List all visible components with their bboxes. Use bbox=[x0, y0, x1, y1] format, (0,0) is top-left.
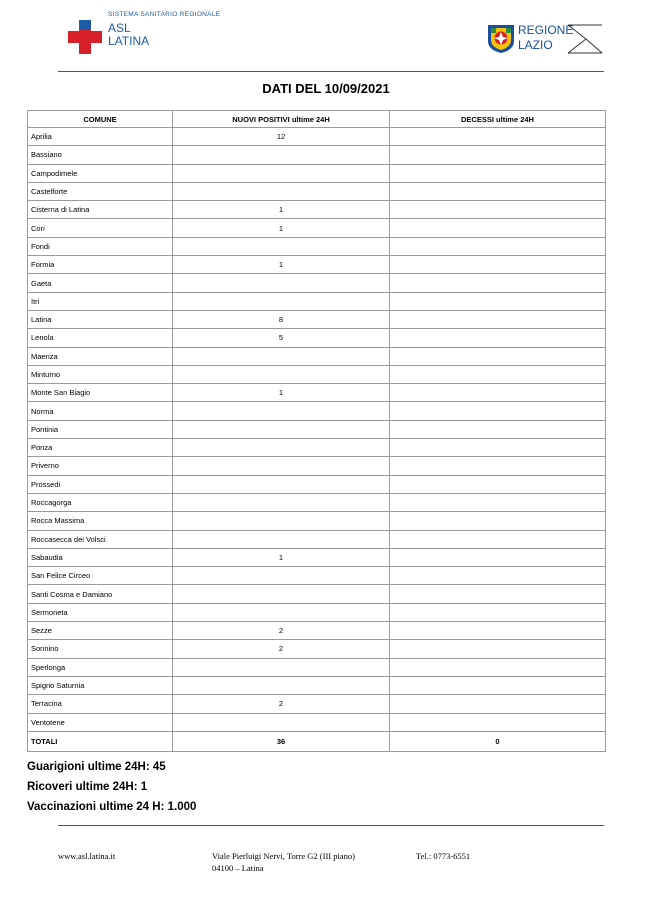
table-row bbox=[28, 128, 606, 146]
cell-nuovi-positivi: 8 bbox=[173, 310, 390, 328]
cell-decessi bbox=[390, 457, 606, 475]
asl-name-line1: ASL bbox=[108, 21, 131, 35]
asl-name-line2: LATINA bbox=[108, 34, 150, 48]
lazio-line2: LAZIO bbox=[518, 38, 553, 52]
cell-nuovi-positivi bbox=[173, 493, 390, 511]
cell-nuovi-positivi: 2 bbox=[173, 695, 390, 713]
cell-comune: Aprilia bbox=[28, 128, 173, 146]
table-row bbox=[28, 146, 606, 164]
cell-nuovi-positivi bbox=[173, 402, 390, 420]
cell-comune: Lenola bbox=[28, 329, 173, 347]
lazio-emblem-icon bbox=[486, 22, 516, 54]
table-row bbox=[28, 548, 606, 566]
table-row bbox=[28, 695, 606, 713]
cell-comune: Priverno bbox=[28, 457, 173, 475]
table-row bbox=[28, 274, 606, 292]
cell-decessi bbox=[390, 585, 606, 603]
cell-comune: Roccagorga bbox=[28, 493, 173, 511]
cell-decessi bbox=[390, 219, 606, 237]
cell-decessi bbox=[390, 182, 606, 200]
table-row bbox=[28, 567, 606, 585]
cell-decessi bbox=[390, 384, 606, 402]
total-decessi: 0 bbox=[390, 731, 606, 751]
cell-comune: Ventotene bbox=[28, 713, 173, 731]
table-row bbox=[28, 439, 606, 457]
table-row bbox=[28, 493, 606, 511]
lazio-decoration-icon bbox=[564, 22, 604, 56]
cell-decessi bbox=[390, 676, 606, 694]
cell-decessi bbox=[390, 548, 606, 566]
table-row bbox=[28, 402, 606, 420]
cell-comune: Sezze bbox=[28, 622, 173, 640]
cell-nuovi-positivi: 1 bbox=[173, 201, 390, 219]
cell-nuovi-positivi bbox=[173, 530, 390, 548]
cell-decessi bbox=[390, 237, 606, 255]
table-row bbox=[28, 713, 606, 731]
table-row bbox=[28, 420, 606, 438]
column-header-decessi: DECESSI ultime 24H bbox=[390, 111, 606, 128]
cell-comune: Fondi bbox=[28, 237, 173, 255]
footer-phone: Tel.: 0773-6551 bbox=[416, 851, 471, 861]
cell-decessi bbox=[390, 493, 606, 511]
column-header-nuovi-positivi: NUOVI POSITIVI ultime 24H bbox=[173, 111, 390, 128]
cell-comune: Cori bbox=[28, 219, 173, 237]
cell-nuovi-positivi bbox=[173, 585, 390, 603]
summary-block bbox=[27, 757, 196, 817]
cell-nuovi-positivi bbox=[173, 658, 390, 676]
cell-decessi bbox=[390, 512, 606, 530]
cell-decessi bbox=[390, 329, 606, 347]
regione-lazio-logo bbox=[486, 22, 606, 58]
cell-decessi bbox=[390, 622, 606, 640]
cell-nuovi-positivi bbox=[173, 237, 390, 255]
cell-comune: San Felice Circeo bbox=[28, 567, 173, 585]
cell-comune: Santi Cosma e Damiano bbox=[28, 585, 173, 603]
cell-decessi bbox=[390, 256, 606, 274]
cell-comune: Roccasecca dei Volsci bbox=[28, 530, 173, 548]
table-row bbox=[28, 219, 606, 237]
cell-decessi bbox=[390, 420, 606, 438]
table-row bbox=[28, 256, 606, 274]
cell-comune: Campodimele bbox=[28, 164, 173, 182]
cell-nuovi-positivi bbox=[173, 146, 390, 164]
table-row bbox=[28, 603, 606, 621]
page-header bbox=[0, 0, 652, 80]
total-nuovi-positivi: 36 bbox=[173, 731, 390, 751]
table-row bbox=[28, 347, 606, 365]
vaccinazioni-summary: Vaccinazioni ultime 24 H: 1.000 bbox=[27, 801, 197, 813]
covid-data-table bbox=[27, 110, 606, 752]
cell-decessi bbox=[390, 146, 606, 164]
cell-comune: Spigno Saturnia bbox=[28, 676, 173, 694]
cell-comune: Prossedi bbox=[28, 475, 173, 493]
column-header-comune: COMUNE bbox=[28, 111, 173, 128]
table-row bbox=[28, 365, 606, 383]
table-row bbox=[28, 384, 606, 402]
lazio-line1: REGIONE bbox=[518, 23, 574, 37]
footer-website[interactable]: www.asl.latina.it bbox=[58, 851, 116, 861]
cell-nuovi-positivi bbox=[173, 365, 390, 383]
cell-decessi bbox=[390, 695, 606, 713]
table-total-row bbox=[28, 731, 606, 751]
page-title: DATI DEL 10/09/2021 bbox=[262, 81, 390, 96]
table-row bbox=[28, 585, 606, 603]
cell-comune: Sermoneta bbox=[28, 603, 173, 621]
table-row bbox=[28, 164, 606, 182]
table-row bbox=[28, 640, 606, 658]
cell-comune: Itri bbox=[28, 292, 173, 310]
cell-comune: Formia bbox=[28, 256, 173, 274]
cell-decessi bbox=[390, 201, 606, 219]
footer-divider bbox=[58, 825, 604, 826]
cell-decessi bbox=[390, 658, 606, 676]
cell-nuovi-positivi bbox=[173, 676, 390, 694]
cell-nuovi-positivi bbox=[173, 182, 390, 200]
cell-decessi bbox=[390, 292, 606, 310]
ricoveri-summary: Ricoveri ultime 24H: 1 bbox=[27, 781, 148, 793]
table-row bbox=[28, 182, 606, 200]
table-row bbox=[28, 475, 606, 493]
footer-address bbox=[212, 850, 355, 874]
cell-nuovi-positivi: 1 bbox=[173, 384, 390, 402]
cell-decessi bbox=[390, 347, 606, 365]
cell-comune: Norma bbox=[28, 402, 173, 420]
cell-decessi bbox=[390, 402, 606, 420]
cell-decessi bbox=[390, 475, 606, 493]
cell-decessi bbox=[390, 713, 606, 731]
total-label: TOTALI bbox=[28, 731, 173, 751]
cell-comune: Castelforte bbox=[28, 182, 173, 200]
table-body bbox=[28, 128, 606, 752]
cell-comune: Minturno bbox=[28, 365, 173, 383]
table-row bbox=[28, 329, 606, 347]
cell-decessi bbox=[390, 530, 606, 548]
cell-comune: Terracina bbox=[28, 695, 173, 713]
asl-cross-logo-icon bbox=[68, 20, 102, 54]
cell-decessi bbox=[390, 439, 606, 457]
cell-nuovi-positivi bbox=[173, 439, 390, 457]
cell-nuovi-positivi bbox=[173, 512, 390, 530]
cell-decessi bbox=[390, 164, 606, 182]
cell-comune: Maenza bbox=[28, 347, 173, 365]
cell-comune: Sabaudia bbox=[28, 548, 173, 566]
cell-decessi bbox=[390, 567, 606, 585]
table-row bbox=[28, 676, 606, 694]
table-row bbox=[28, 512, 606, 530]
table-row bbox=[28, 622, 606, 640]
table-row bbox=[28, 292, 606, 310]
cell-nuovi-positivi bbox=[173, 347, 390, 365]
cell-nuovi-positivi bbox=[173, 292, 390, 310]
table-row bbox=[28, 658, 606, 676]
table-row bbox=[28, 310, 606, 328]
cell-nuovi-positivi bbox=[173, 603, 390, 621]
cell-nuovi-positivi: 12 bbox=[173, 128, 390, 146]
asl-logo-text bbox=[108, 11, 220, 48]
cell-nuovi-positivi bbox=[173, 713, 390, 731]
footer-address-line1: Viale Pierluigi Nervi, Torre G2 (III piano) bbox=[212, 851, 355, 861]
cell-comune: Cisterna di Latina bbox=[28, 201, 173, 219]
cell-decessi bbox=[390, 128, 606, 146]
cell-nuovi-positivi bbox=[173, 420, 390, 438]
cell-comune: Monte San Biagio bbox=[28, 384, 173, 402]
header-divider bbox=[58, 71, 604, 72]
table-row bbox=[28, 237, 606, 255]
cell-comune: Rocca Massima bbox=[28, 512, 173, 530]
cell-comune: Latina bbox=[28, 310, 173, 328]
table-row bbox=[28, 530, 606, 548]
cell-nuovi-positivi: 2 bbox=[173, 622, 390, 640]
table-row bbox=[28, 201, 606, 219]
footer-address-line2: 04100 – Latina bbox=[212, 863, 264, 873]
cell-nuovi-positivi bbox=[173, 164, 390, 182]
cell-decessi bbox=[390, 640, 606, 658]
cell-nuovi-positivi: 1 bbox=[173, 256, 390, 274]
table-header-row bbox=[28, 111, 606, 128]
asl-subtitle: SISTEMA SANITARIO REGIONALE bbox=[108, 11, 221, 18]
cell-nuovi-positivi bbox=[173, 274, 390, 292]
cell-comune: Sonnino bbox=[28, 640, 173, 658]
cell-comune: Gaeta bbox=[28, 274, 173, 292]
cell-nuovi-positivi: 2 bbox=[173, 640, 390, 658]
cell-decessi bbox=[390, 310, 606, 328]
guarigioni-summary: Guarigioni ultime 24H: 45 bbox=[27, 761, 166, 773]
cell-comune: Bassiano bbox=[28, 146, 173, 164]
cell-nuovi-positivi: 1 bbox=[173, 548, 390, 566]
cell-decessi bbox=[390, 603, 606, 621]
cell-nuovi-positivi bbox=[173, 567, 390, 585]
cell-nuovi-positivi bbox=[173, 475, 390, 493]
table-row bbox=[28, 457, 606, 475]
cell-decessi bbox=[390, 274, 606, 292]
cell-nuovi-positivi bbox=[173, 457, 390, 475]
cell-nuovi-positivi: 5 bbox=[173, 329, 390, 347]
cell-nuovi-positivi: 1 bbox=[173, 219, 390, 237]
cell-comune: Pontinia bbox=[28, 420, 173, 438]
cell-comune: Sperlonga bbox=[28, 658, 173, 676]
cell-decessi bbox=[390, 365, 606, 383]
cell-comune: Ponza bbox=[28, 439, 173, 457]
